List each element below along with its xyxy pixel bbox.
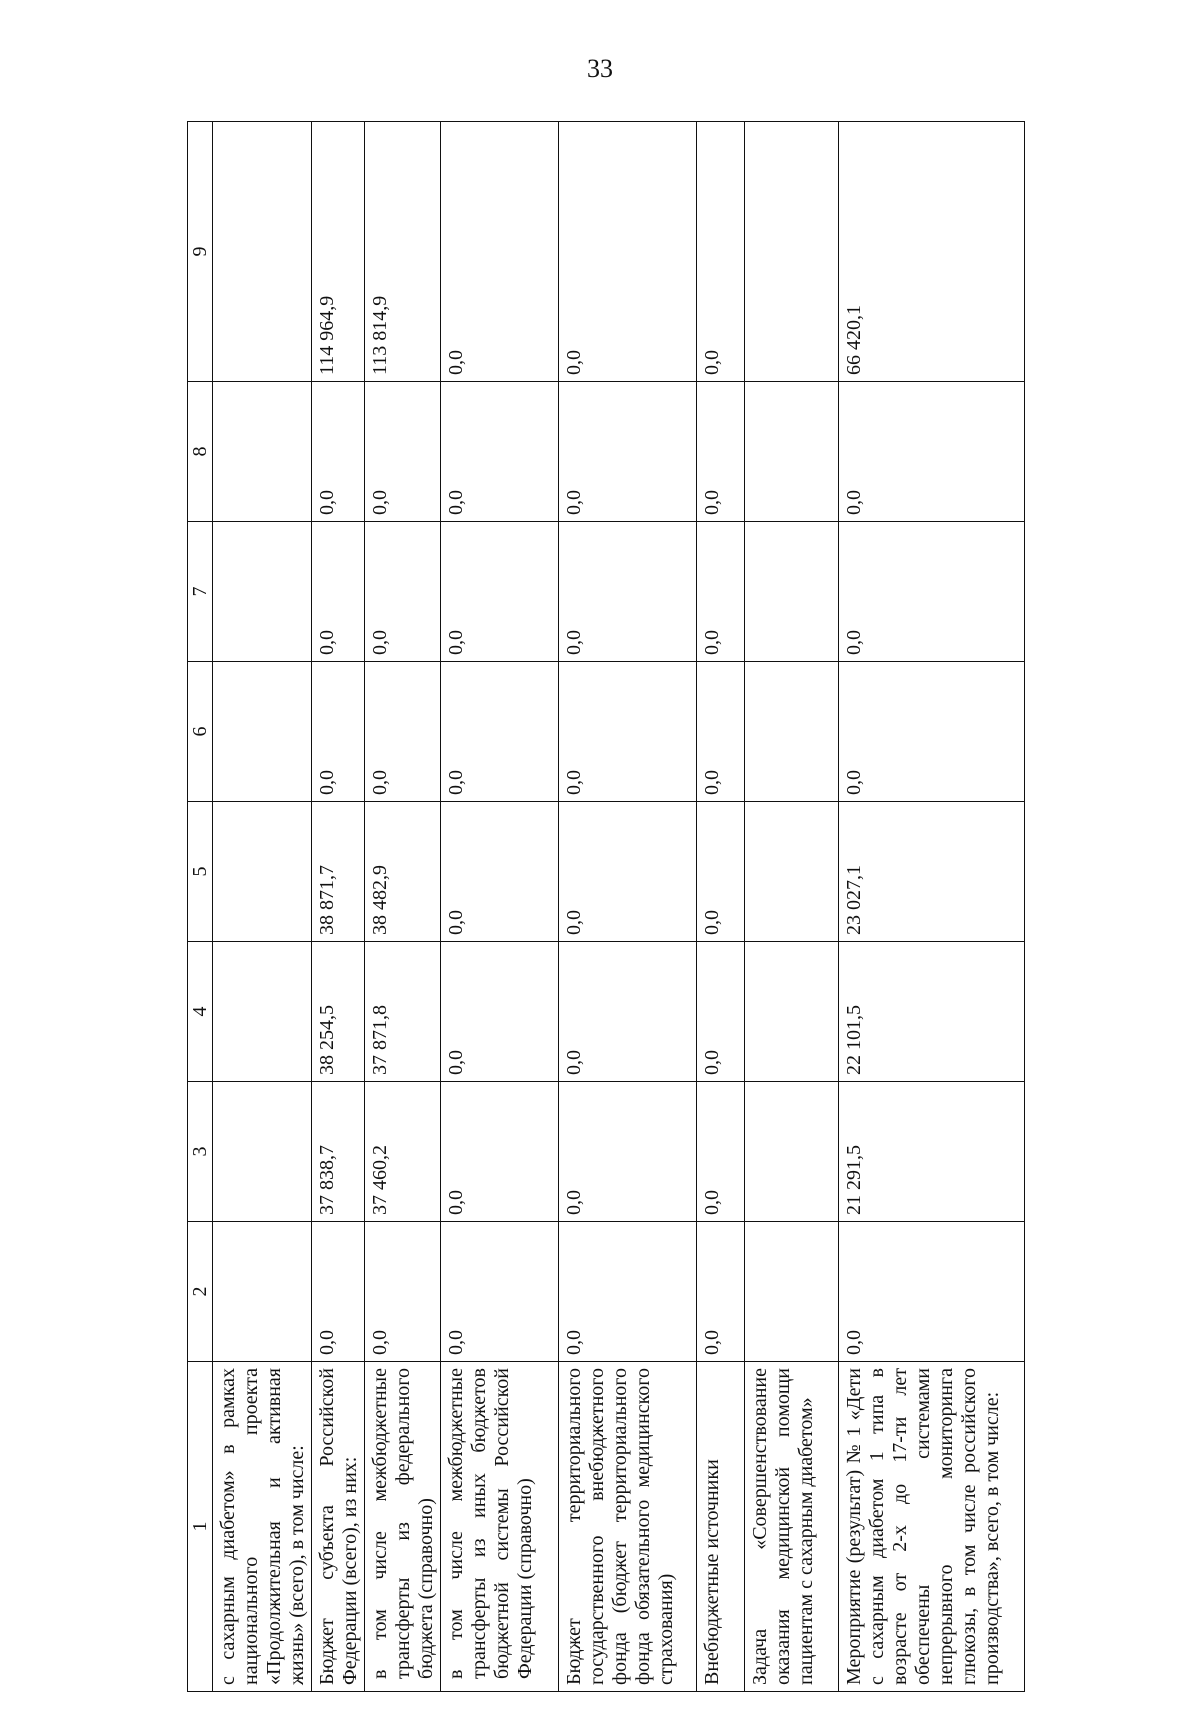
table-cell: 0,0 bbox=[441, 122, 559, 382]
table-cell: 0,0 bbox=[441, 802, 559, 942]
table-cell: 37 460,2 bbox=[365, 1082, 441, 1222]
table-cell bbox=[213, 662, 312, 802]
column-header: 6 bbox=[188, 662, 213, 802]
table-cell: 0,0 bbox=[441, 662, 559, 802]
table-cell: 0,0 bbox=[365, 662, 441, 802]
column-header: 7 bbox=[188, 522, 213, 662]
table-row bbox=[697, 122, 745, 1692]
table-cell: 22 101,5 bbox=[839, 942, 1025, 1082]
row-label: с сахарным диабетом» в рамках национального проекта «Продолжительная и активная жизнь» (всего), в том числе: bbox=[213, 1362, 312, 1692]
table-cell bbox=[745, 942, 839, 1082]
table-row bbox=[213, 122, 312, 1692]
table-cell bbox=[745, 1222, 839, 1362]
row-label: Мероприятие (результат) № 1 «Дети с сахарным диабетом 1 типа в возрасте от 2-х до 17-ти лет обеспечены системами непрерывного мониторинга глюкозы, в том числе российского производства», всего, в том числе: bbox=[839, 1362, 1025, 1692]
table-cell: 0,0 bbox=[839, 662, 1025, 802]
page-number: 33 bbox=[587, 54, 613, 83]
table-cell: 0,0 bbox=[559, 802, 697, 942]
table-row bbox=[441, 122, 559, 1692]
table-cell: 0,0 bbox=[697, 942, 745, 1082]
column-header: 8 bbox=[188, 382, 213, 522]
table-cell: 0,0 bbox=[559, 662, 697, 802]
row-label: в том числе межбюджетные трансферты из федерального бюджета (справочно) bbox=[365, 1362, 441, 1692]
row-label: Задача «Совершенствование оказания медицинской помощи пациентам с сахарным диабетом» bbox=[745, 1362, 839, 1692]
table-cell: 0,0 bbox=[697, 662, 745, 802]
table-cell: 0,0 bbox=[441, 382, 559, 522]
table-cell: 23 027,1 bbox=[839, 802, 1025, 942]
rotated-table-block bbox=[187, 122, 1097, 1692]
table-cell bbox=[745, 382, 839, 522]
row-label: Бюджет территориального государственного внебюджетного фонда (бюджет территориального фонда обязательного медицинского страхования) bbox=[559, 1362, 697, 1692]
column-header: 2 bbox=[188, 1222, 213, 1362]
table-cell: 0,0 bbox=[559, 1222, 697, 1362]
table-cell: 0,0 bbox=[559, 942, 697, 1082]
table-cell: 37 838,7 bbox=[312, 1082, 365, 1222]
table-cell: 0,0 bbox=[441, 522, 559, 662]
table-cell: 0,0 bbox=[312, 382, 365, 522]
table-cell: 0,0 bbox=[559, 122, 697, 382]
table-cell: 0,0 bbox=[365, 382, 441, 522]
table-cell: 66 420,1 bbox=[839, 122, 1025, 382]
table-row bbox=[745, 122, 839, 1692]
table-cell bbox=[213, 382, 312, 522]
table-cell: 0,0 bbox=[441, 1082, 559, 1222]
table-cell: 0,0 bbox=[312, 1222, 365, 1362]
table-cell bbox=[745, 662, 839, 802]
table-cell: 0,0 bbox=[697, 1082, 745, 1222]
table-cell: 21 291,5 bbox=[839, 1082, 1025, 1222]
table-cell: 0,0 bbox=[441, 1222, 559, 1362]
table-cell: 38 871,7 bbox=[312, 802, 365, 942]
table-cell bbox=[213, 522, 312, 662]
table-cell bbox=[213, 802, 312, 942]
table-cell: 0,0 bbox=[697, 522, 745, 662]
table-cell: 0,0 bbox=[312, 522, 365, 662]
table-row bbox=[839, 122, 1025, 1692]
table-cell: 0,0 bbox=[697, 1222, 745, 1362]
table-cell bbox=[213, 942, 312, 1082]
table-cell: 38 482,9 bbox=[365, 802, 441, 942]
table-cell: 0,0 bbox=[697, 122, 745, 382]
column-header: 5 bbox=[188, 802, 213, 942]
table-row bbox=[312, 122, 365, 1692]
column-header: 9 bbox=[188, 122, 213, 382]
table-cell: 0,0 bbox=[559, 1082, 697, 1222]
table-cell: 0,0 bbox=[365, 1222, 441, 1362]
budget-table bbox=[187, 121, 1025, 1692]
table-cell bbox=[745, 1082, 839, 1222]
table-cell: 114 964,9 bbox=[312, 122, 365, 382]
table-cell bbox=[213, 1222, 312, 1362]
table-cell bbox=[745, 522, 839, 662]
table-cell: 0,0 bbox=[441, 942, 559, 1082]
table-cell bbox=[213, 1082, 312, 1222]
table-cell: 113 814,9 bbox=[365, 122, 441, 382]
column-header: 3 bbox=[188, 1082, 213, 1222]
table-cell: 0,0 bbox=[697, 382, 745, 522]
table-cell: 0,0 bbox=[559, 382, 697, 522]
row-label: Бюджет субъекта Российской Федерации (всего), из них: bbox=[312, 1362, 365, 1692]
table-cell: 0,0 bbox=[839, 1222, 1025, 1362]
row-label: в том числе межбюджетные трансферты из иных бюджетов бюджетной системы Российской Федерации (справочно) bbox=[441, 1362, 559, 1692]
row-label: Внебюджетные источники bbox=[697, 1362, 745, 1692]
table-cell: 0,0 bbox=[365, 522, 441, 662]
table-row bbox=[365, 122, 441, 1692]
column-header: 1 bbox=[188, 1362, 213, 1692]
header-row bbox=[188, 122, 213, 1692]
table-cell bbox=[745, 802, 839, 942]
table-cell: 0,0 bbox=[559, 522, 697, 662]
column-header: 4 bbox=[188, 942, 213, 1082]
table-cell: 0,0 bbox=[839, 382, 1025, 522]
table-cell: 37 871,8 bbox=[365, 942, 441, 1082]
table-cell bbox=[213, 122, 312, 382]
table-cell: 0,0 bbox=[697, 802, 745, 942]
table-row bbox=[559, 122, 697, 1692]
table-cell: 0,0 bbox=[312, 662, 365, 802]
table-cell bbox=[745, 122, 839, 382]
table-cell: 0,0 bbox=[839, 522, 1025, 662]
table-cell: 38 254,5 bbox=[312, 942, 365, 1082]
